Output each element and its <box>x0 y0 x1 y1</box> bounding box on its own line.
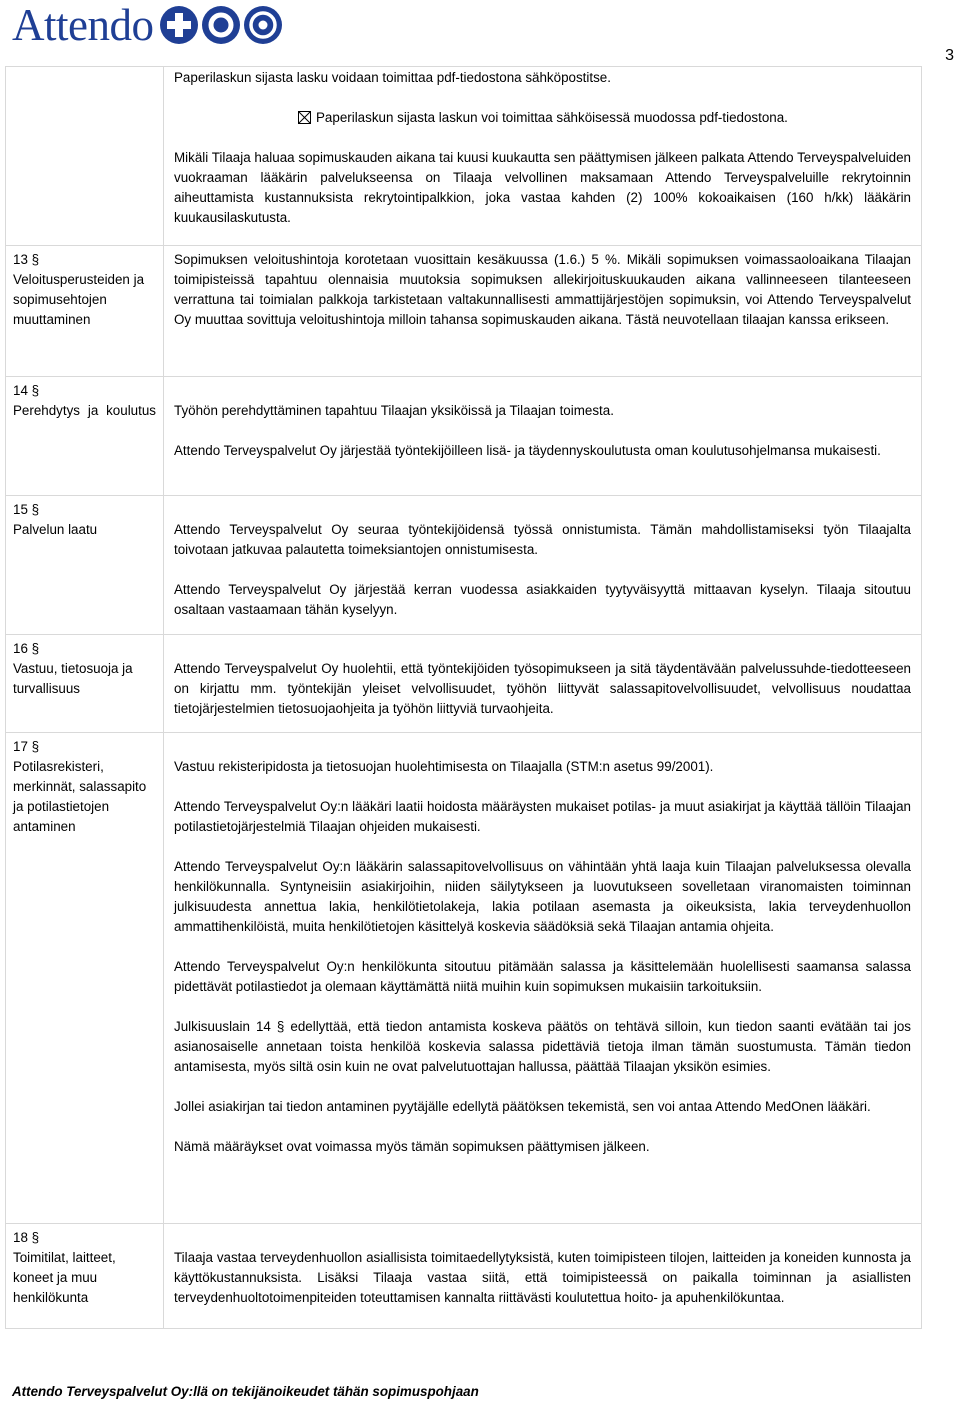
section-paragraph: Työhön perehdyttäminen tapahtuu Tilaajan yksiköissä ja Tilaajan toimesta. <box>174 403 614 418</box>
recruitment-fee-text: Mikäli Tilaaja haluaa sopimuskauden aikana tai kuusi kuukautta sen päättymisen jälkeen palkata Attendo Terveyspalveluiden vuokraaman lääkärin palvelukseensa on Tilaaja velvollinen maksamaan Attendo Terveyspalveluille rekrytoinnin aiheuttamista kustannuksista rekrytointipalkkion, joka vastaa kahden (2) 100% kokoaikaisen (160 h/kk) lääkärin kuukausilaskutusta. <box>174 150 911 225</box>
section-14-heading <box>6 377 164 496</box>
section-number: 15 § <box>13 502 40 517</box>
section-13-row <box>6 246 922 377</box>
section-title: Perehdytys ja koulutus <box>13 403 156 418</box>
section-16-heading <box>6 635 164 733</box>
section-15-heading <box>6 496 164 635</box>
contract-table <box>5 66 922 1329</box>
intro-left-cell <box>6 67 164 246</box>
section-13-body <box>164 246 922 377</box>
section-paragraph: Attendo Terveyspalvelut Oy järjestää kerran vuodessa asiakkaiden tyytyväisyyttä mittaavan kyselyn. Tilaaja sitoutuu osaltaan vastaamaan tähän kyselyyn. <box>174 582 911 617</box>
section-title: Palvelun laatu <box>13 522 98 537</box>
section-number: 13 § <box>13 252 40 267</box>
section-paragraph: Attendo Terveyspalvelut Oy:n lääkärin salassapitovelvollisuus on vähintään yhtä laaja kuin Tilaajan palveluksessa olevalla henkilökunnalla. Syntyneisiin asiakirjoihin, niiden säilytykseen ja luovutukseen sovelletaan viranomaisten toiminnan julkisuudesta annettua lakia, henkilötietolakeja, lakia potilaan asemasta ja oikeuksista, lakia terveydenhuollon ammattihenkilöistä, muita henkilötietojen käsittelyä koskevia säädöksiä sekä Tilaajan antamia ohjeita. <box>174 859 911 934</box>
section-paragraph: Julkisuuslain 14 § edellyttää, että tiedon antamista koskeva päätös on tehtävä silloin, kun tiedon saanti evätään tai jos asianosaiselle annetaan toista henkilöä koskevia salassa pidettäviä tietoja ilman tämän suostumusta. Tämän tiedon antamisesta, myös siltä osin kuin ne ovat palvelutuottajan hallussa, päättää Tilaajan yksikön esimies. <box>174 1019 911 1074</box>
logo-symbols <box>159 5 283 45</box>
section-paragraph: Attendo Terveyspalvelut Oy:n lääkäri laatii hoidosta määräysten mukaiset potilas- ja muut asiakirjat ja käyttää tällöin Tilaajan potilastietojärjestelmiä Tilaajan ohjeiden mukaisesti. <box>174 799 911 834</box>
attendo-logo <box>12 2 283 48</box>
section-13-heading <box>6 246 164 377</box>
section-16-body <box>164 635 922 733</box>
section-17-heading <box>6 733 164 1224</box>
section-title: Vastuu, tietosuoja ja turvallisuus <box>13 661 133 696</box>
logo-wordmark: Attendo <box>12 0 154 50</box>
section-title: Toimitilat, laitteet, koneet ja muu henkilökunta <box>13 1250 116 1305</box>
section-number: 18 § <box>13 1230 40 1245</box>
section-paragraph: Sopimuksen veloitushintoja korotetaan vuosittain kesäkuussa (1.6.) 5 %. Mikäli sopimuksen voimassaoloaikana Tilaajan toimipisteissä tapahtuu olennaisia muutoksia sopimuksen allekirjoituskuukauden aikana vallinneeseen tilanteeseen verrattuna tai toimialan palkkoja tarkistetaan valtakunnallisesti ammattijärjestöjen sopimuksin, voi Attendo Terveyspalvelut Oy muuttaa sovittuja veloitushintoja milloin tahansa sopimuskauden aikana. Tästä neuvotellaan tilaajan kanssa erikseen. <box>174 252 911 327</box>
section-paragraph: Attendo Terveyspalvelut Oy järjestää työntekijöilleen lisä- ja täydennyskoulutusta oman koulutusohjelmansa mukaisesti. <box>174 443 881 458</box>
section-number: 17 § <box>13 739 40 754</box>
pdf-checkbox-label: Paperilaskun sijasta laskun voi toimittaa sähköisessä muodossa pdf-tiedostona. <box>316 110 788 125</box>
ring-circle-icon <box>201 5 241 45</box>
section-15-body <box>164 496 922 635</box>
intro-row <box>6 67 922 246</box>
section-paragraph: Vastuu rekisteripidosta ja tietosuojan huolehtimisesta on Tilaajalla (STM:n asetus 99/2001). <box>174 759 714 774</box>
section-number: 16 § <box>13 641 40 656</box>
section-paragraph: Tilaaja vastaa terveydenhuollon asiallisista toimitaedellytyksistä, kuten toimipisteen tilojen, laitteiden ja koneiden kunnosta ja käyttökustannuksista. Lisäksi Tilaaja vastaa siitä, että toimipisteessä on paikalla toiminnan ja asiallisten terveydenhuoltotoimenpiteiden toteuttamisen kannalta riittävästi koulutettua hoito- ja apuhenkilökuntaa. <box>174 1250 911 1305</box>
section-paragraph: Jollei asiakirjan tai tiedon antaminen pyytäjälle edellytä päätöksen tekemistä, sen voi antaa Attendo MedOnen lääkäri. <box>174 1099 871 1114</box>
section-paragraph: Attendo Terveyspalvelut Oy:n henkilökunta sitoutuu pitämään salassa ja käsittelemään huolellisesti saamansa salassa pidettävät potilastiedot ja olemaan käyttämättä niitä muihin kuin sopimuksen mukaisiin tarkoituksiin. <box>174 959 911 994</box>
section-18-body <box>164 1224 922 1329</box>
page-number: 3 <box>945 47 954 64</box>
pdf-invoice-text: Paperilaskun sijasta lasku voidaan toimittaa pdf-tiedostona sähköpostitse. <box>174 70 611 85</box>
plus-circle-icon <box>159 5 199 45</box>
section-15-row <box>6 496 922 635</box>
section-17-body <box>164 733 922 1224</box>
section-paragraph: Nämä määräykset ovat voimassa myös tämän sopimuksen päättymisen jälkeen. <box>174 1139 650 1154</box>
section-16-row <box>6 635 922 733</box>
section-18-row <box>6 1224 922 1329</box>
section-title: Potilasrekisteri, merkinnät, salassapito ja potilastietojen antaminen <box>13 759 147 834</box>
section-paragraph: Attendo Terveyspalvelut Oy seuraa työntekijöidensä työssä onnistumista. Tämän mahdollistamiseksi työn Tilaajalta toivotaan jatkuvaa palautetta toimeksiantojen onnistumisesta. <box>174 522 911 557</box>
section-14-row <box>6 377 922 496</box>
section-14-body <box>164 377 922 496</box>
section-paragraph: Attendo Terveyspalvelut Oy huolehtii, että työntekijöiden työsopimukseen ja sitä täydentävään palvelussuhde-tiedotteeseen on kirjattu mm. työntekijän yleiset velvollisuudet, työhön liittyvät salassapitovelvollisuudet, velvollisuus noudattaa tietojärjestelmien tietosuojaohjeita ja työhön liittyviä turvaohjeita. <box>174 661 911 716</box>
pdf-checkbox-line <box>174 108 911 128</box>
double-ring-circle-icon <box>243 5 283 45</box>
intro-right-cell <box>164 67 922 246</box>
checked-checkbox-icon[interactable] <box>298 111 311 124</box>
section-18-heading <box>6 1224 164 1329</box>
section-title: Veloitusperusteiden ja sopimusehtojen muuttaminen <box>13 272 145 327</box>
section-17-row <box>6 733 922 1224</box>
copyright-footer: Attendo Terveyspalvelut Oy:llä on tekijänoikeudet tähän sopimuspohjaan <box>12 1384 479 1399</box>
section-number: 14 § <box>13 383 40 398</box>
